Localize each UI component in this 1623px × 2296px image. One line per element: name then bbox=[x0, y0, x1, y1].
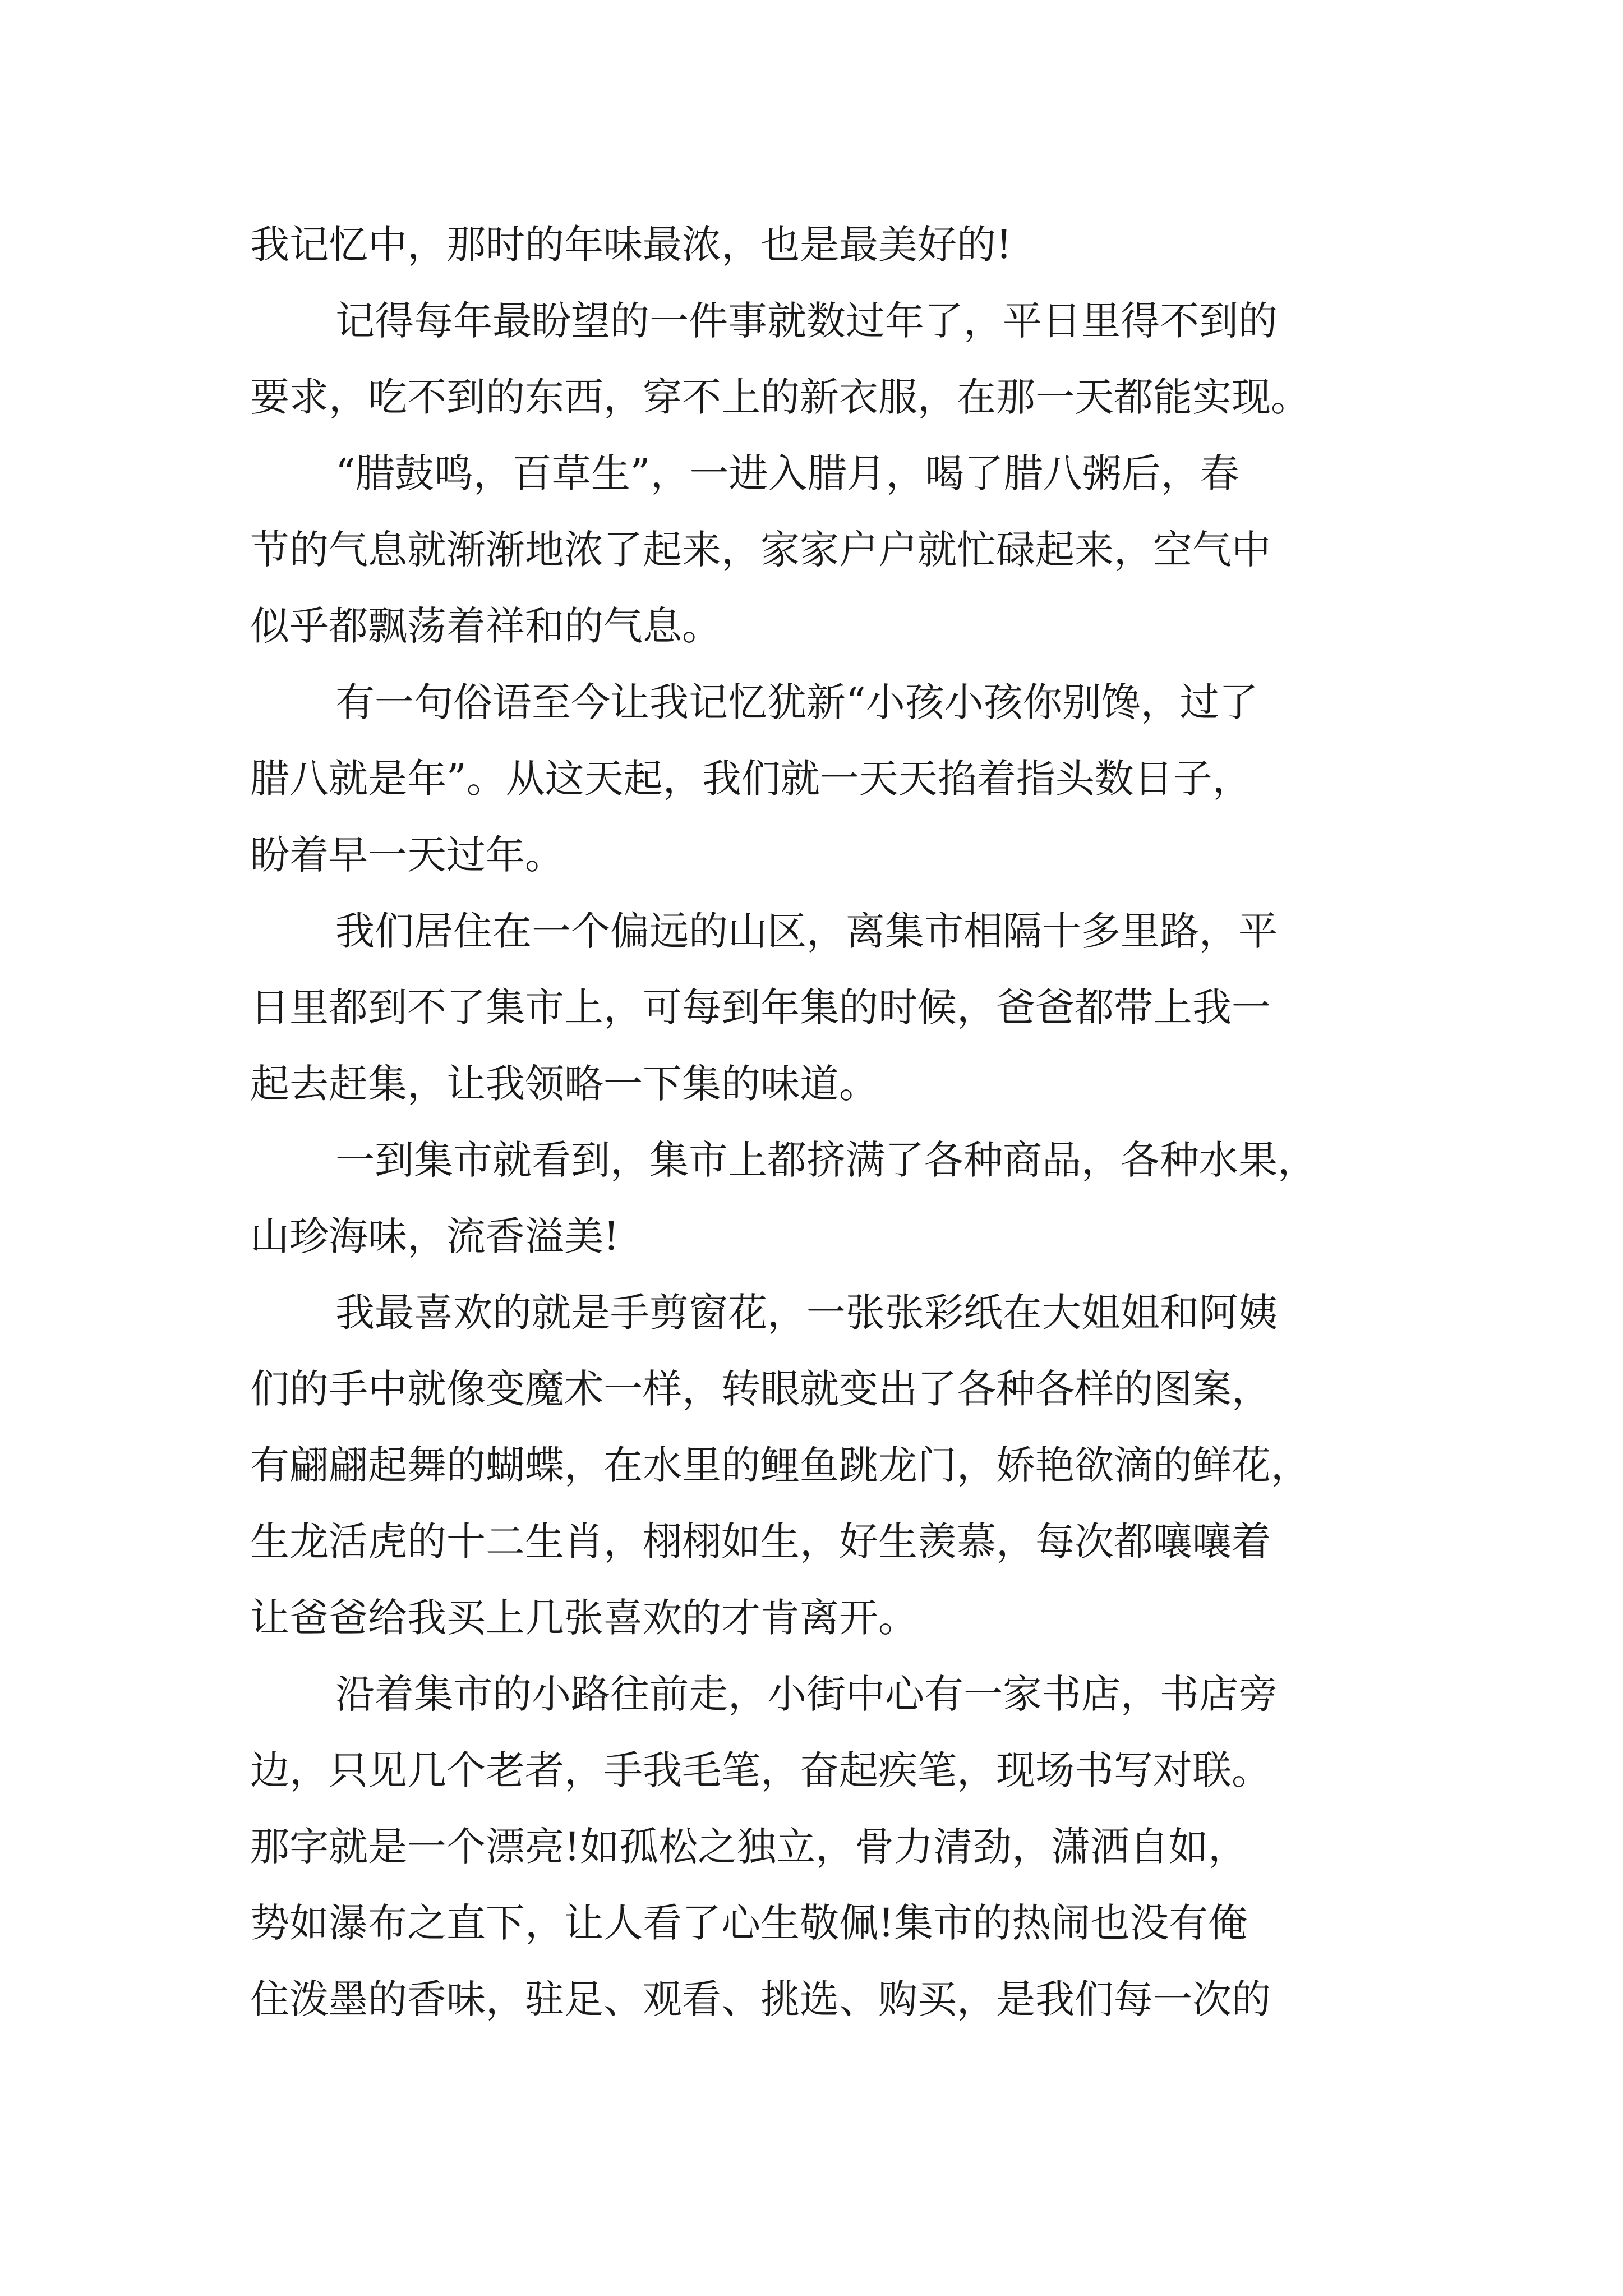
text-line: 记得每年最盼望的一件事就数过年了，平日里得不到的 bbox=[335, 298, 1278, 344]
text-line: 那字就是一个漂亮!如孤松之独立，骨力清劲，潇洒自如， bbox=[250, 1824, 1248, 1870]
text-line: 我记忆中，那时的年味最浓，也是最美好的! bbox=[250, 222, 1012, 268]
text-line: 们的手中就像变魔术一样，转眼就变出了各种各样的图案， bbox=[250, 1366, 1271, 1412]
text-line: 让爸爸给我买上几张喜欢的才肯离开。 bbox=[250, 1595, 917, 1641]
text-line: 盼着早一天过年。 bbox=[250, 832, 564, 878]
text-line: 日里都到不了集市上，可每到年集的时候，爸爸都带上我一 bbox=[250, 984, 1271, 1030]
text-line: 住泼墨的香味，驻足、观看、挑选、购买，是我们每一次的 bbox=[250, 1976, 1271, 2022]
text-line: 势如瀑布之直下，让人看了心生敬佩!集市的热闹也没有俺 bbox=[250, 1900, 1248, 1946]
text-line: 一到集市就看到，集市上都挤满了各种商品，各种水果， bbox=[335, 1137, 1317, 1183]
text-line: 起去赶集，让我领略一下集的味道。 bbox=[250, 1061, 878, 1107]
text-line: “腊鼓鸣，百草生”，一进入腊月，喝了腊八粥后，春 bbox=[335, 450, 1239, 496]
text-line: 节的气息就渐渐地浓了起来，家家户户就忙碌起来，空气中 bbox=[250, 527, 1271, 573]
text-line: 山珍海味，流香溢美! bbox=[250, 1213, 620, 1259]
text-line: 腊八就是年”。从这天起，我们就一天天掐着指头数日子， bbox=[250, 756, 1252, 802]
text-line: 生龙活虎的十二生肖，栩栩如生，好生羡慕，每次都嚷嚷着 bbox=[250, 1519, 1271, 1565]
document-body bbox=[250, 206, 1394, 2037]
text-line: 我最喜欢的就是手剪窗花，一张张彩纸在大姐姐和阿姨 bbox=[335, 1290, 1278, 1336]
text-line: 似乎都飘荡着祥和的气息。 bbox=[250, 603, 721, 649]
text-line: 有一句俗语至今让我记忆犹新“小孩小孩你别馋，过了 bbox=[335, 679, 1258, 725]
text-line: 边，只见几个老者，手我毛笔，奋起疾笔，现场书写对联。 bbox=[250, 1747, 1271, 1793]
text-line: 要求，吃不到的东西，穿不上的新衣服，在那一天都能实现。 bbox=[250, 374, 1310, 420]
text-line: 沿着集市的小路往前走，小街中心有一家书店，书店旁 bbox=[335, 1671, 1278, 1717]
text-line: 我们居住在一个偏远的山区，离集市相隔十多里路，平 bbox=[335, 908, 1278, 954]
text-line: 有翩翩起舞的蝴蝶，在水里的鲤鱼跳龙门，娇艳欲滴的鲜花， bbox=[250, 1442, 1310, 1488]
